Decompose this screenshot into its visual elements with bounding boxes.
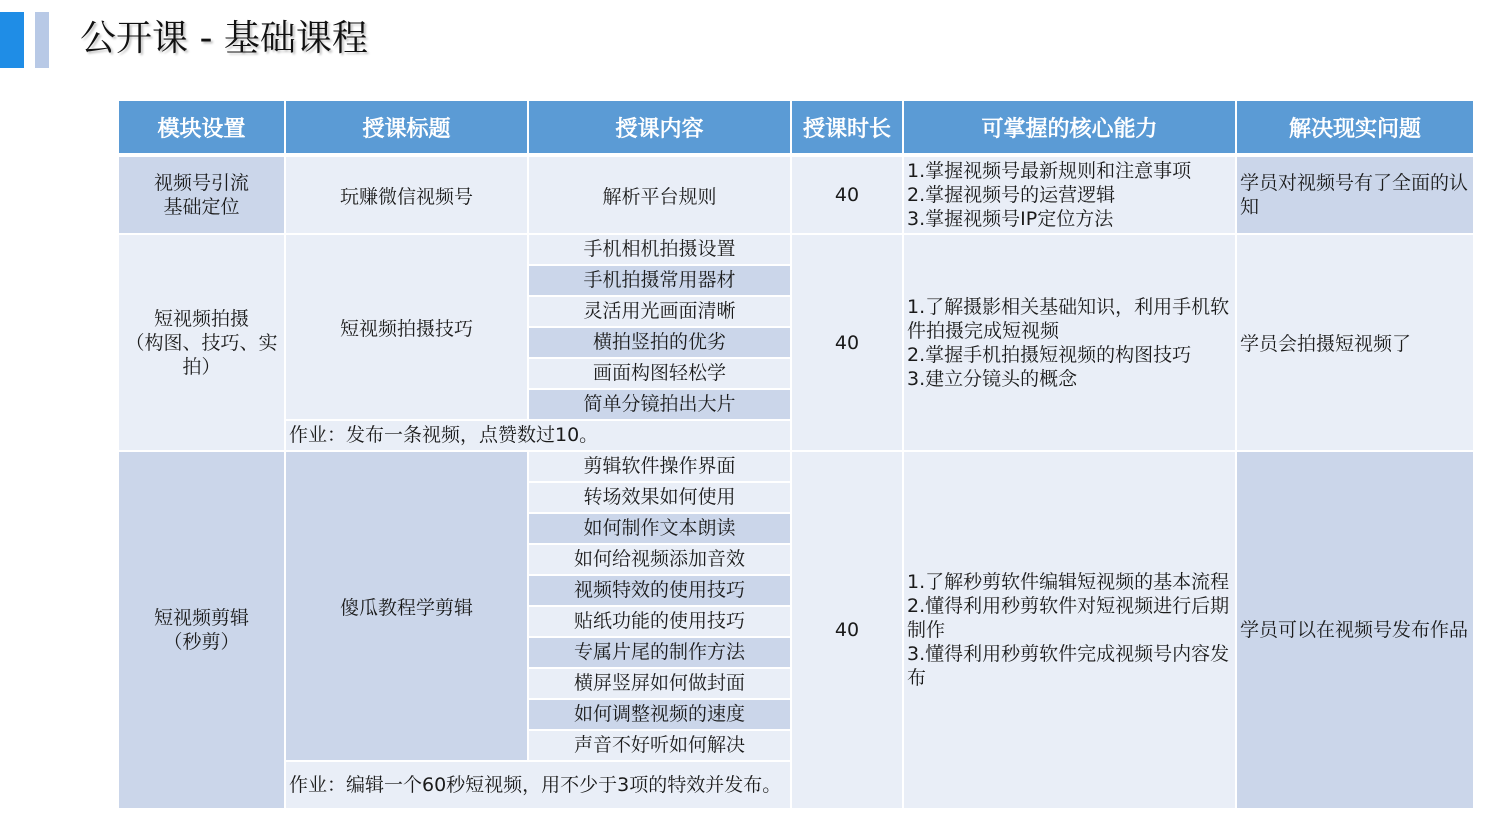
topic-cell: 如何调整视频的速度 — [528, 699, 791, 730]
accent-bar-primary — [0, 12, 24, 68]
topic-cell: 声音不好听如何解决 — [528, 730, 791, 761]
abilities-cell — [903, 451, 1236, 809]
topic-cell: 转场效果如何使用 — [528, 482, 791, 513]
ability-line: 3.懂得利用秒剪软件完成视频号内容发布 — [907, 643, 1230, 689]
problem-cell: 学员对视频号有了全面的认知 — [1236, 156, 1474, 234]
ability-line: 3.建立分镜头的概念 — [907, 367, 1078, 390]
title-cell: 玩赚微信视频号 — [285, 156, 528, 234]
header-title: 授课标题 — [285, 100, 528, 154]
homework-cell: 作业：编辑一个60秒短视频，用不少于3项的特效并发布。 — [285, 761, 791, 809]
ability-line: 2.掌握视频号的运营逻辑 — [907, 184, 1116, 206]
problem-cell: 学员会拍摄短视频了 — [1236, 234, 1474, 451]
table-row — [118, 234, 1474, 265]
problem-cell: 学员可以在视频号发布作品 — [1236, 451, 1474, 809]
topic-cell: 如何制作文本朗读 — [528, 513, 791, 544]
ability-line: 1.了解摄影相关基础知识，利用手机软件拍摄完成短视频 — [907, 295, 1230, 342]
ability-line: 1.掌握视频号最新规则和注意事项 — [907, 160, 1192, 182]
topic-cell: 剪辑软件操作界面 — [528, 451, 791, 482]
topic-cell: 横屏竖屏如何做封面 — [528, 668, 791, 699]
module-line: 短视频剪辑 — [153, 607, 249, 629]
topic-cell: 手机拍摄常用器材 — [528, 265, 791, 296]
module-line: 视频号引流 — [153, 172, 249, 194]
table-row — [118, 156, 1474, 234]
header-duration: 授课时长 — [791, 100, 903, 154]
module-line: （秒剪） — [163, 631, 240, 653]
homework-cell: 作业：发布一条视频，点赞数过10。 — [285, 420, 791, 451]
table-row — [118, 451, 1474, 482]
topic-cell: 灵活用光画面清晰 — [528, 296, 791, 327]
module-cell — [118, 451, 285, 809]
ability-line: 3.掌握视频号IP定位方法 — [907, 208, 1114, 230]
topic-cell: 画面构图轻松学 — [528, 358, 791, 389]
duration-cell: 40 — [791, 156, 903, 234]
topic-cell: 简单分镜拍出大片 — [528, 389, 791, 420]
ability-line: 1.了解秒剪软件编辑短视频的基本流程 — [907, 571, 1230, 593]
ability-line: 2.掌握手机拍摄短视频的构图技巧 — [907, 343, 1192, 366]
module-line: （构图、技巧、实 — [125, 331, 278, 354]
module-cell — [118, 234, 285, 451]
topic-cell: 视频特效的使用技巧 — [528, 575, 791, 606]
header-problem: 解决现实问题 — [1236, 100, 1474, 154]
topic-cell: 手机相机拍摄设置 — [528, 234, 791, 265]
topic-cell: 专属片尾的制作方法 — [528, 637, 791, 668]
table-header-row — [118, 100, 1474, 154]
module-line: 短视频拍摄 — [153, 307, 249, 330]
ability-line: 2.懂得利用秒剪软件对短视频进行后期制作 — [907, 595, 1230, 641]
abilities-cell — [903, 156, 1236, 234]
accent-bar-secondary — [35, 12, 49, 68]
topic-cell: 贴纸功能的使用技巧 — [528, 606, 791, 637]
course-table — [117, 99, 1475, 810]
topic-cell: 横拍竖拍的优劣 — [528, 327, 791, 358]
module-cell — [118, 156, 285, 234]
page-title: 公开课 - 基础课程 — [80, 18, 368, 59]
topic-cell: 解析平台规则 — [528, 156, 791, 234]
duration-cell: 40 — [791, 451, 903, 809]
topic-cell: 如何给视频添加音效 — [528, 544, 791, 575]
module-line: 基础定位 — [163, 196, 240, 218]
header-module: 模块设置 — [118, 100, 285, 154]
abilities-cell — [903, 234, 1236, 451]
module-line: 拍） — [182, 355, 221, 378]
title-cell: 傻瓜教程学剪辑 — [285, 451, 528, 761]
header-abilities: 可掌握的核心能力 — [903, 100, 1236, 154]
header-content: 授课内容 — [528, 100, 791, 154]
duration-cell: 40 — [791, 234, 903, 451]
title-cell: 短视频拍摄技巧 — [285, 234, 528, 420]
